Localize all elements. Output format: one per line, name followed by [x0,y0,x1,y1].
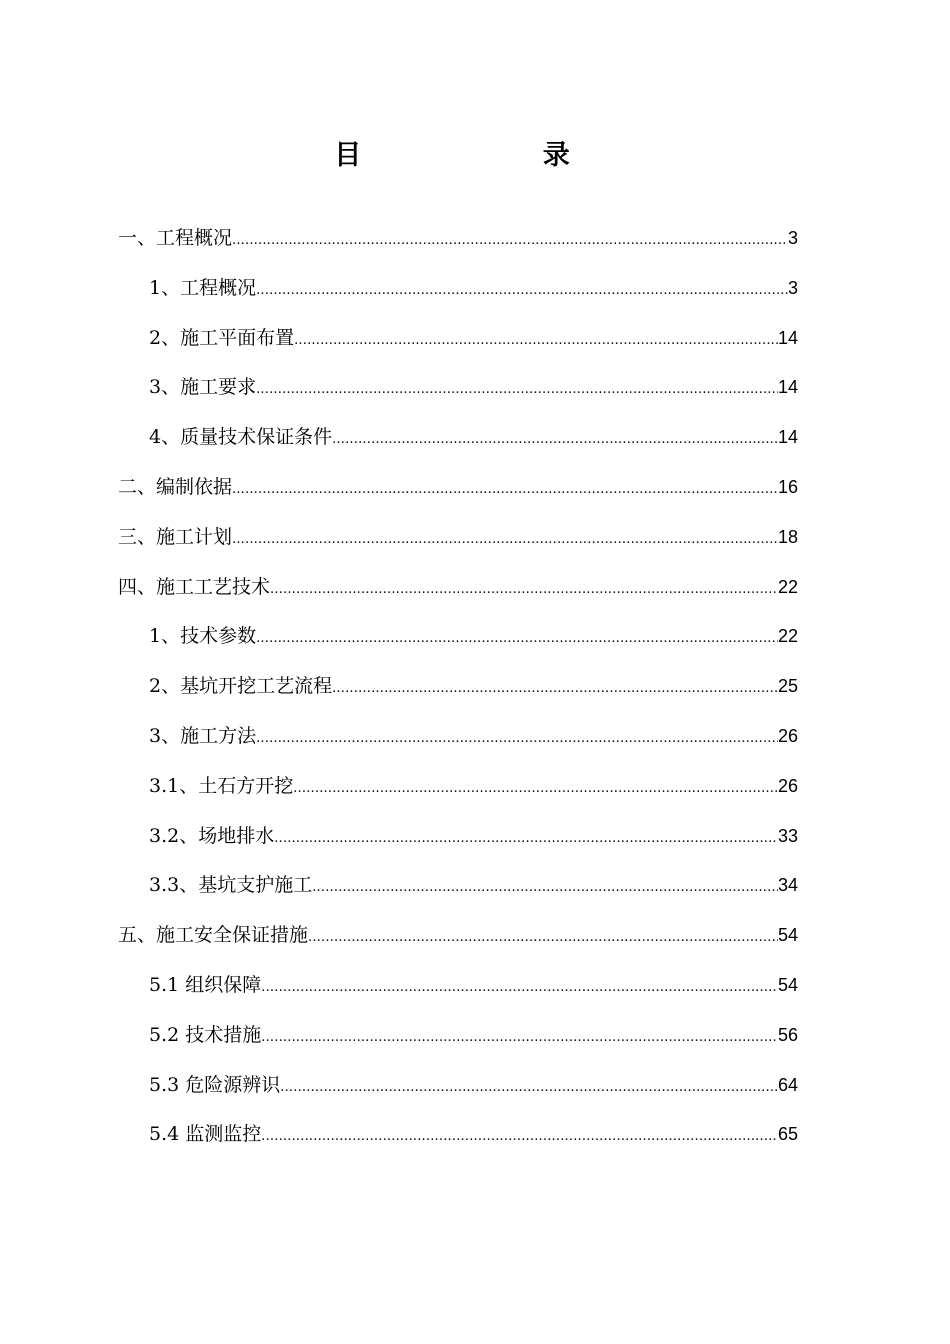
toc-entry-label: 1、工程概况 [149,276,257,299]
toc-entry[interactable] [118,612,798,662]
toc-dot-leader [312,863,778,913]
toc-entry-label: 3.3、基坑支护施工 [149,874,313,897]
toc-dot-leader [256,266,788,316]
toc-page-number: 34 [777,875,798,896]
toc-dot-leader [280,1063,778,1113]
toc-entry[interactable] [118,563,798,613]
toc-entry-label: 二、编制依据 [118,475,233,498]
toc-entry[interactable] [118,861,798,911]
toc-page-number: 56 [777,1024,798,1045]
toc-entry[interactable] [118,314,798,364]
toc-page-number: 14 [777,327,798,348]
toc-page-number: 26 [777,725,798,746]
toc-entry-label: 四、施工工艺技术 [118,575,271,598]
toc-page-number: 14 [777,377,798,398]
toc-entry[interactable] [118,363,798,413]
toc-entry-label: 3、施工方法 [149,724,257,747]
toc-entry[interactable] [118,1061,798,1111]
toc-entry[interactable] [118,513,798,563]
toc-entry[interactable] [118,1110,798,1160]
toc-entry-label: 5.3 危险源辨识 [149,1073,281,1096]
toc-entry-label: 一、工程概况 [118,227,233,249]
toc-dot-leader [232,515,778,565]
toc-page-number: 3 [787,277,798,298]
toc-dot-leader [293,764,778,814]
toc-entry-label: 三、施工计划 [118,525,233,548]
toc-entry[interactable] [118,413,798,463]
toc-page-number: 22 [777,576,798,597]
toc-entry-label: 5.1 组织保障 [149,973,262,996]
toc-page-number: 14 [777,427,798,448]
toc-entry-label: 5.2 技术措施 [149,1023,262,1046]
page-title: 目 录 [334,140,656,171]
toc-entry[interactable] [118,911,798,961]
toc-page-number: 16 [777,476,798,497]
toc-dot-leader [274,814,778,864]
toc-entry[interactable] [118,762,798,812]
toc-page-number: 33 [777,825,798,846]
toc-entry-label: 3.2、场地排水 [149,824,275,847]
toc-entry-label: 3、施工要求 [149,376,257,399]
toc-dot-leader [308,913,778,963]
toc-entry-label: 2、施工平面布置 [149,326,295,349]
toc-page-number: 65 [777,1124,798,1145]
toc-dot-leader [232,465,778,515]
toc-page-number: 3 [787,228,798,248]
toc-dot-leader [256,714,778,764]
toc-page-number: 22 [777,626,798,647]
toc-dot-leader [270,565,778,615]
table-of-contents [118,214,798,1160]
toc-entry[interactable] [118,214,798,264]
toc-dot-leader [261,1013,778,1063]
toc-dot-leader [256,614,778,664]
toc-entry-label: 1、技术参数 [149,625,257,648]
toc-dot-leader [256,365,778,415]
toc-entry-label: 5.4 监测监控 [149,1123,262,1146]
toc-entry[interactable] [118,463,798,513]
toc-entry[interactable] [118,712,798,762]
toc-dot-leader [332,415,778,465]
toc-entry[interactable] [118,264,798,314]
toc-dot-leader [261,1112,778,1162]
toc-entry[interactable] [118,662,798,712]
toc-entry[interactable] [118,812,798,862]
toc-dot-leader [332,664,778,714]
toc-page-number: 64 [777,1074,798,1095]
toc-entry-label: 五、施工安全保证措施 [118,924,309,947]
toc-entry-label: 4、质量技术保证条件 [149,426,333,449]
toc-page-number: 25 [777,676,798,697]
toc-page-number: 18 [777,526,798,547]
toc-entry-label: 3.1、土石方开挖 [149,774,294,797]
toc-dot-leader [261,963,778,1013]
toc-entry-label: 2、基坑开挖工艺流程 [149,675,333,698]
toc-page-number: 26 [777,775,798,796]
toc-page-number: 54 [777,925,798,946]
toc-dot-leader [294,316,778,366]
toc-page-number: 54 [777,974,798,995]
toc-dot-leader [232,216,788,266]
toc-entry[interactable] [118,1011,798,1061]
toc-entry[interactable] [118,961,798,1011]
